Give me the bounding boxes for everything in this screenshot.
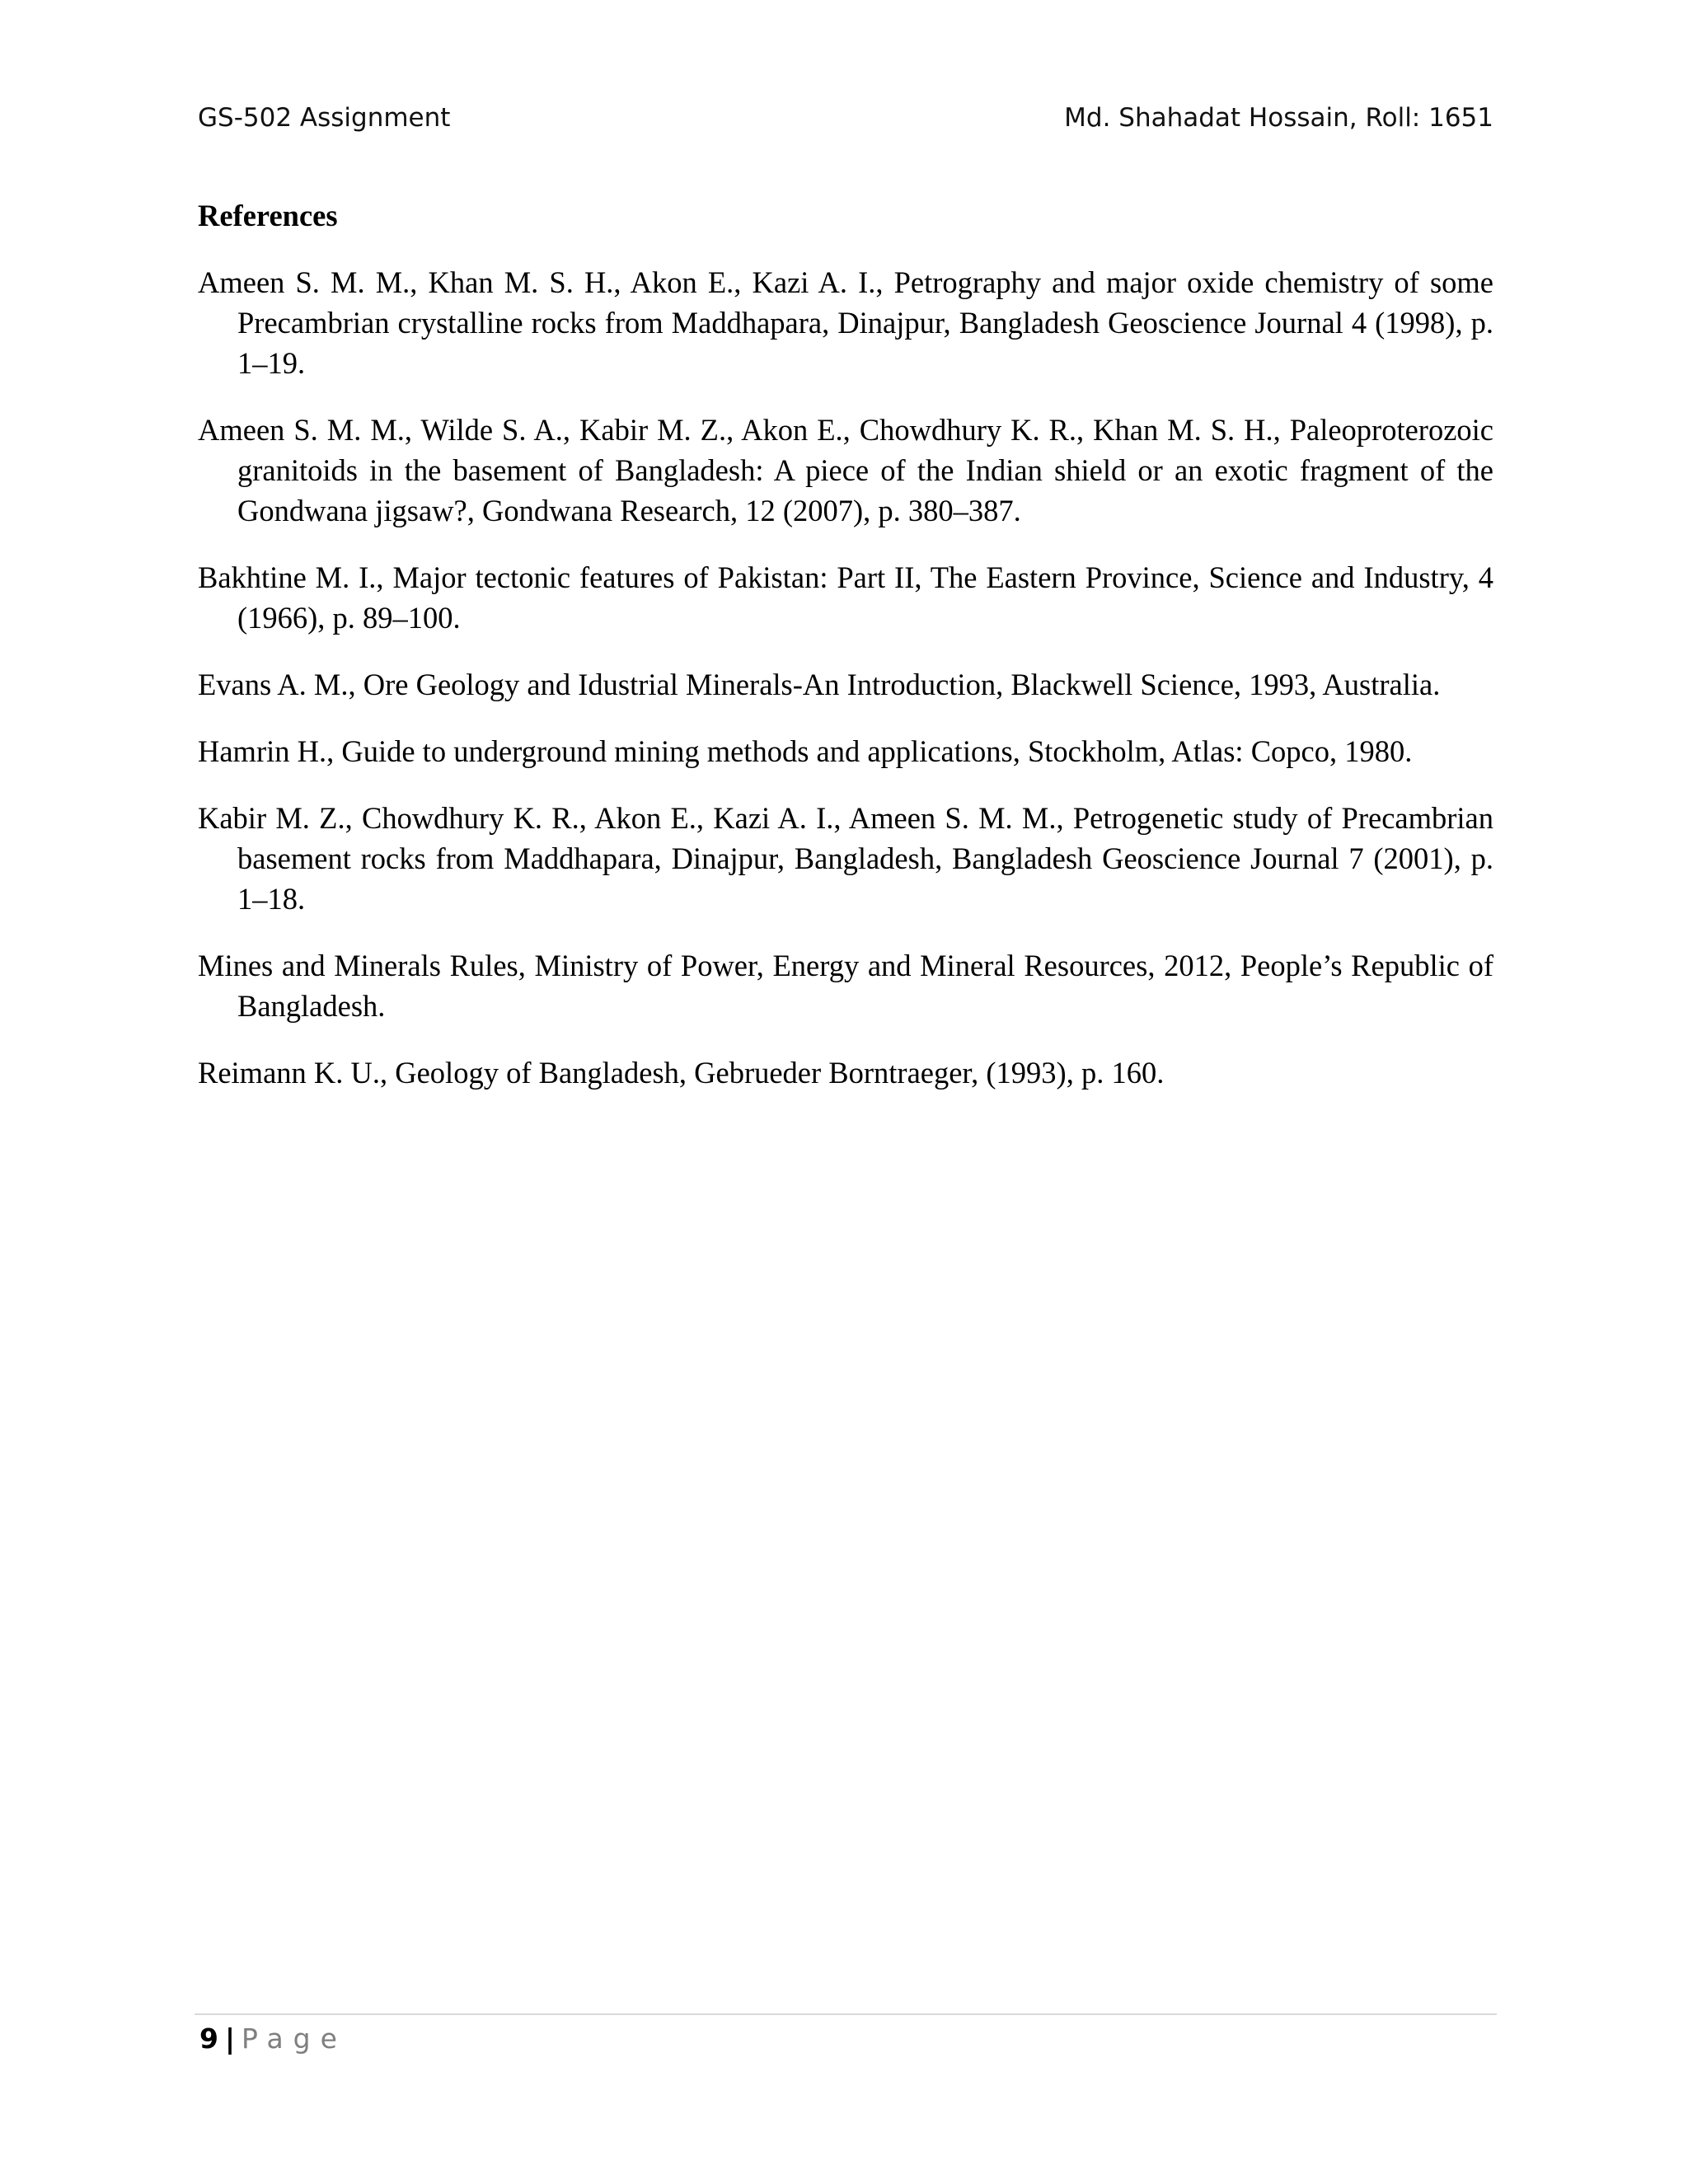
footer-separator: |: [224, 2022, 236, 2055]
footer-divider: [195, 2013, 1497, 2015]
page-header: [198, 97, 1493, 138]
reference-item: Ameen S. M. M., Wilde S. A., Kabir M. Z., Akon E., Chowdhury K. R., Khan M. S. H., Paleoproterozoic granitoids in the basement of Bangladesh: A piece of the Indian shield or an exotic fragment of the Gondwana jigsaw?, Gondwana Research, 12 (2007), p. 380–387.: [198, 413, 1493, 527]
reference-item: Kabir M. Z., Chowdhury K. R., Akon E., Kazi A. I., Ameen S. M. M., Petrogenetic study of Precambrian basement rocks from Maddhapara, Dinajpur, Bangladesh, Bangladesh Geoscience Journal 7 (2001), p. 1–18.: [198, 801, 1493, 916]
references-heading: References: [198, 199, 338, 232]
reference-item: Hamrin H., Guide to underground mining methods and applications, Stockholm, Atlas: Copco, 1980.: [198, 734, 1413, 768]
reference-item: Reimann K. U., Geology of Bangladesh, Gebrueder Borntraeger, (1993), p. 160.: [198, 1056, 1165, 1090]
reference-item: Mines and Minerals Rules, Ministry of Power, Energy and Mineral Resources, 2012, People’s Republic of Bangladesh.: [198, 949, 1493, 1023]
header-author-roll: Md. Shahadat Hossain, Roll: 1651: [1064, 103, 1493, 133]
page-label: Page: [241, 2022, 347, 2055]
page-footer: [199, 2018, 347, 2060]
header-course-title: GS-502 Assignment: [198, 103, 451, 133]
page-number: 9: [199, 2022, 218, 2055]
reference-item: Evans A. M., Ore Geology and Idustrial Minerals-An Introduction, Blackwell Science, 1993, Australia.: [198, 668, 1441, 701]
reference-item: Bakhtine M. I., Major tectonic features of Pakistan: Part II, The Eastern Province, Science and Industry, 4 (1966), p. 89–100.: [198, 560, 1493, 635]
reference-item: Ameen S. M. M., Khan M. S. H., Akon E., Kazi A. I., Petrography and major oxide chemistry of some Precambrian crystalline rocks from Maddhapara, Dinajpur, Bangladesh Geoscience Journal 4 (1998), p. 1–19.: [198, 265, 1493, 380]
references-section: [198, 193, 1493, 1119]
